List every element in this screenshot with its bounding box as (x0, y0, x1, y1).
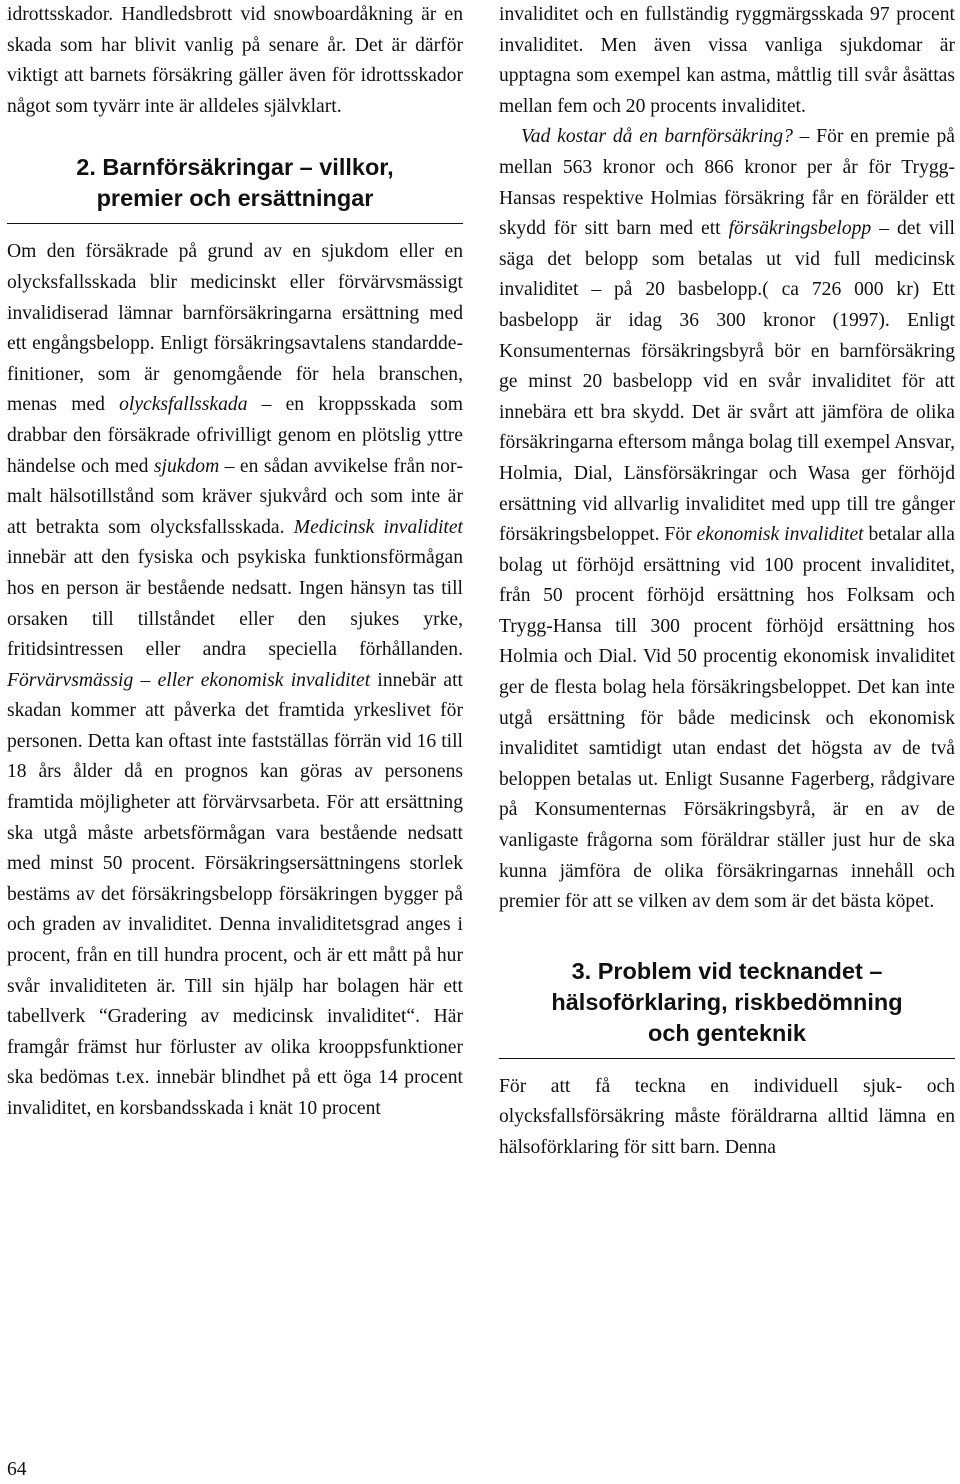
right-column (499, 0, 955, 1164)
body-text: – det vill säga det belopp som betalas ut vid full medicinsk invaliditet – på 20 basbelopp.( ca 726 000 kr) Ett basbelopp är idag 36 300 kronor (1997). Enligt Konsumenternas försäkringsbyrå bör en barnförsäkring ge minst 20 basbelopp vid en svår invaliditet för att innebära ett bra skydd. Det är svårt att jämföra de olika försäkringarna eftersom många bolag till exempel Ansvar, Holmia, Dial, Länsförsäkringar och Wasa ger förhöjd ersättning vid allvarlig invaliditet med upp till tre gånger försäkringsbeloppet. För (499, 218, 956, 546)
page-number: 64 (7, 1459, 27, 1480)
body-text: betalar alla bolag ut förhöjd ersättning vid 100 procent invaliditet, från 50 procent förhöjd ersättning hos Folksam och Trygg-Hansa till 300 procent förhöjd ersättning hos Holmia och Dial. Vid 50 procentig ekonomisk invaliditet ger de flesta bolag hela försäkringsbeloppet. Det kan inte utgå ersättning för både medicinsk och ekonomisk invaliditet samtidigt utan endast det högsta av de två beloppen betalas ut. Enligt Susanne Fagerberg, rådgivare på Konsumenternas Försäkringsbyrå, är en av de vanligaste frågorna som föräldrar ställer just hur de ska kunna jämföra de olika försäkringarnas innehåll och premier för att se vilken av dem som är det bästa köpet. (499, 524, 955, 913)
left-column (7, 0, 463, 1125)
section-2-title-line-2: premier och ersättningar (96, 185, 374, 212)
section-3-title-line-3: och genteknik (647, 1019, 806, 1046)
section-2-title-line-1: 2. Barnförsäkringar – villkor, (76, 154, 394, 181)
term-forvarvsmassig-invaliditet: Förvärvsmässig – eller ekonomisk invaliditet (7, 669, 371, 691)
section-3-title-line-2: hälsoförklaring, riskbedömning (551, 988, 903, 1015)
section-3-title-line-1: 3. Problem vid tecknandet – (571, 957, 883, 984)
section-3-heading (499, 956, 955, 1049)
term-forsakringsbelopp: försäkringsbelopp (728, 218, 872, 240)
body-text: – en kroppsskada som drabbar den försäkrade ofrivilligt genom en plötslig yttre händelse och med (7, 394, 464, 477)
body-text: innebär att skadan kommer att påverka det framtida yrkeslivet för personen. Detta kan oftast inte fastställas förrän vid 16 till 18 års ålder då en prognos kan göras av personens framtida möjligheter att förvärvsarbeta. För att ersättning ska utgå måste arbetsförmågan vara bestående nedsatt med minst 50 procent. Försäkringsersättningens storlek bestäms av det försäkringsbelopp försäkringen bygger på och graden av invaliditet. Denna invaliditetsgrad anges i procent, från en till hundra procent, och är ett mått på hur svår invaliditeten är. Till sin hjälp har bolagen här ett tabellverk “Gradering av medicinsk invaliditet“. Här framgår främst hur förluster av olika krooppsfunktioner ska bedömas t.ex. innebär blindhet på ett öga 14 procent invaliditet, en korsbandsskada i knät 10 procent (7, 669, 463, 1119)
cost-lead-question: Vad kostar då en barnförsäkring? (521, 126, 793, 148)
intro-paragraph: idrottsskador. Handledsbrott vid snowboardåkning är en skada som har blivit vanlig på senare år. Det är därför viktigt att barnets försäkring gäller även för idrottsskador något som tyvärr inte är alldeles självklart. (7, 4, 463, 117)
section-2-body (7, 237, 463, 1124)
continued-paragraph: invaliditet och en fullständig ryggmärgsskada 97 procent invaliditet. Men även vissa vanliga sjukdomar är upptagna som exempel kan astma, måttlig till svår åsättas mellan fem och 20 procents invaliditet. (499, 4, 955, 117)
body-text: – För en premie på mellan 563 kronor och 866 kronor per år för Trygg-Hansas respektive Holmias försäkring får en förälder ett skydd för sitt barn med ett (499, 126, 955, 240)
section-3-divider (499, 1058, 955, 1059)
body-text: innebär att den fysiska och psykiska funktionsförmågan hos en person är bestående nedsatt. Ingen hänsyn tas till orsaken till tillståndet eller den sjukes yrke, fritidsintressen eller andra speciella förhållanden. (7, 547, 463, 661)
section-3-body: För att få teckna en individuell sjuk- och olycksfallsförsäkring måste föräldrarna alltid lämna en hälsoförklaring för sitt barn. Denna (499, 1075, 955, 1158)
body-text: Om den försäkrade på grund av en sjukdom eller en olycksfallsskada blir medicinskt eller förvärvsmässigt invalidiserad lämnar barnförsäkringarna ersättning med ett engångsbelopp. Enligt försäkringsavtalens standarddefinitioner, som är genomgående för hela branschen, menas med (7, 241, 463, 416)
term-ekonomisk-invaliditet: ekonomisk invaliditet (696, 524, 864, 546)
cost-paragraph (499, 122, 955, 917)
section-2-heading (7, 152, 463, 214)
term-medicinsk-invaliditet: Medicinsk invaliditet (293, 516, 463, 538)
term-sjukdom: sjukdom (153, 455, 220, 477)
section-2-divider (7, 223, 463, 224)
term-olycksfallsskada: olycksfallsskada (119, 394, 248, 416)
body-text: – en sådan avvikelse från normalt hälsotillstånd som kräver sjukvård och som inte är att betrakta som olycksfallsskada. (7, 455, 463, 538)
